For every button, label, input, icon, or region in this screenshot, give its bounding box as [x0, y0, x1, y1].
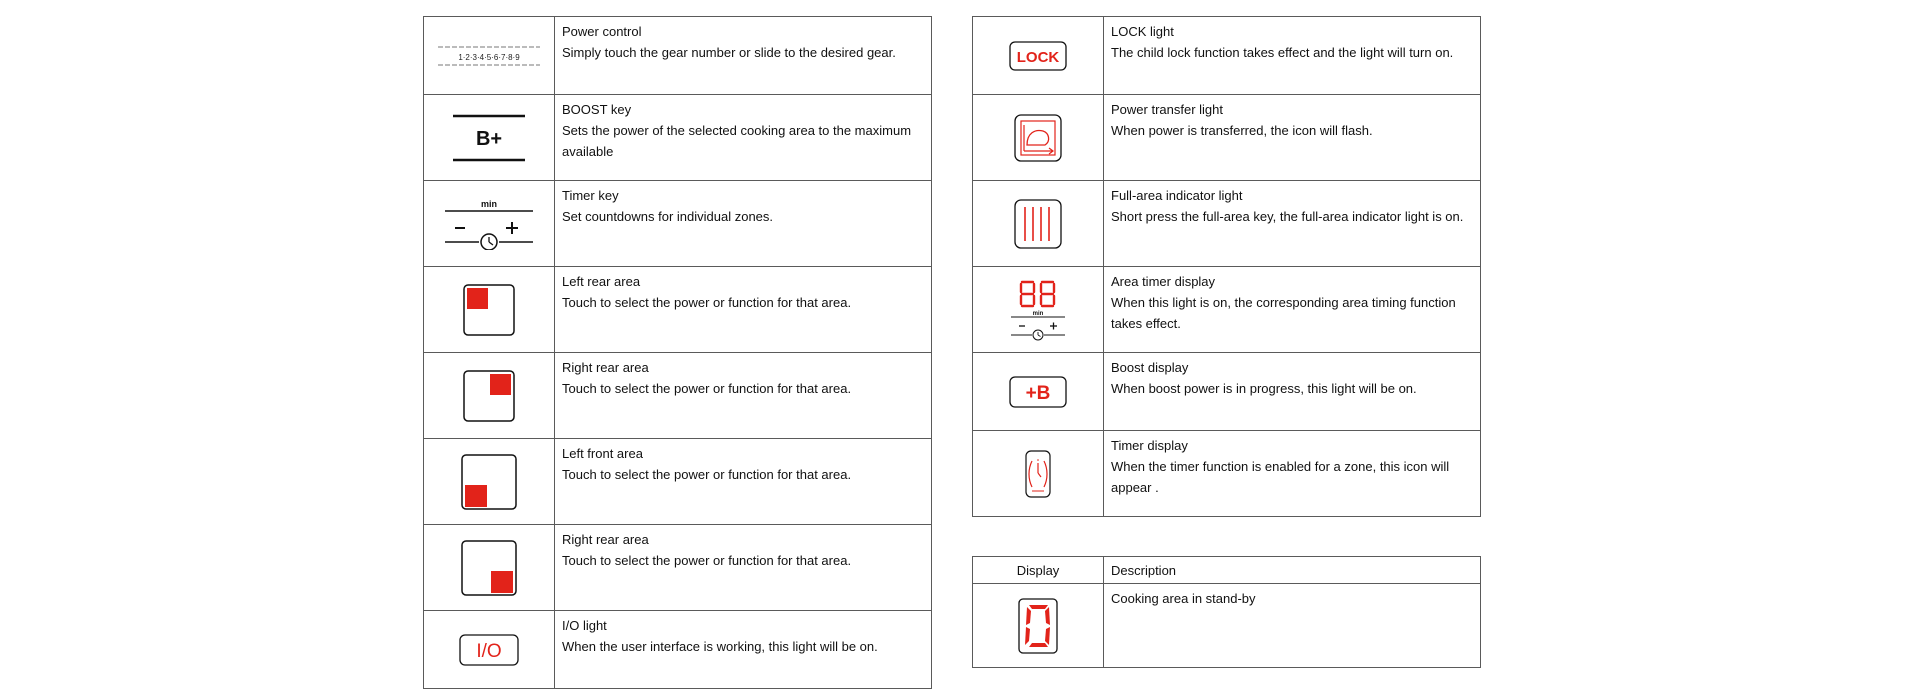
icon-cell — [424, 95, 555, 181]
row-title: Boost display — [1111, 360, 1189, 375]
row-title: Power control — [562, 24, 642, 39]
text-cell — [1104, 353, 1481, 431]
table-row — [973, 17, 1481, 95]
icon-cell — [424, 525, 555, 611]
row-description: Touch to select the power or function for that area. — [562, 553, 852, 568]
text-cell — [555, 95, 932, 181]
row-title: Area timer display — [1111, 274, 1216, 289]
row-description: Touch to select the power or function for that area. — [562, 381, 852, 396]
row-description: The child lock function takes effect and the light will turn on. — [1111, 45, 1454, 60]
text-cell — [1104, 95, 1481, 181]
icon-cell — [973, 267, 1104, 353]
icon-cell — [973, 95, 1104, 181]
row-title: I/O light — [562, 618, 607, 633]
lock-label: LOCK — [1016, 48, 1060, 66]
row-title: Left front area — [562, 446, 643, 461]
table-row — [973, 353, 1481, 431]
icon-cell — [424, 181, 555, 267]
icon-cell — [973, 584, 1104, 668]
row-description: Simply touch the gear number or slide to the desired gear. — [562, 45, 896, 60]
area-timer-icon — [1007, 301, 1069, 318]
table-row — [424, 525, 932, 611]
text-cell — [1104, 17, 1481, 95]
text-cell — [1104, 431, 1481, 517]
text-cell — [555, 267, 932, 353]
zone-left-rear-icon — [461, 301, 517, 318]
gear-labels: 1·2·3·4·5·6·7·8·9 — [458, 52, 520, 62]
row-title: Full-area indicator light — [1111, 188, 1243, 203]
row-description: Touch to select the power or function for that area. — [562, 467, 852, 482]
row-title: Right rear area — [562, 532, 649, 547]
row-title: Power transfer light — [1111, 102, 1223, 117]
row-description: When boost power is in progress, this light will be on. — [1111, 381, 1417, 396]
zone-left-front-icon — [459, 473, 519, 490]
row-title: Left rear area — [562, 274, 641, 289]
full-area-icon — [1013, 215, 1063, 232]
column-header-description: Description — [1104, 557, 1481, 584]
zone-right-rear-icon — [461, 387, 517, 404]
table-row — [424, 353, 932, 439]
row-description: Set countdowns for individual zones. — [562, 209, 774, 224]
row-description: Short press the full-area key, the full-area indicator light is on. — [1111, 209, 1464, 224]
row-description: Cooking area in stand-by — [1111, 591, 1256, 606]
table-row — [424, 95, 932, 181]
text-cell — [555, 525, 932, 611]
row-description: When this light is on, the corresponding area timing function takes effect. — [1111, 295, 1456, 331]
text-cell — [555, 611, 932, 689]
row-title: LOCK light — [1111, 24, 1174, 39]
table-row — [424, 17, 932, 95]
boost-key-icon — [449, 127, 529, 150]
timer-key-min: min — [480, 198, 498, 209]
row-description: Touch to select the power or function for that area. — [562, 295, 852, 310]
table-row — [973, 267, 1481, 353]
boost-display-label: +B — [1025, 382, 1051, 404]
icon-cell — [424, 353, 555, 439]
icon-cell — [424, 267, 555, 353]
table-header-row — [973, 557, 1481, 584]
row-title: Timer key — [562, 188, 619, 203]
row-description: When the user interface is working, this light will be on. — [562, 639, 878, 654]
table-row — [424, 267, 932, 353]
row-description: When the timer function is enabled for a zone, this icon will appear . — [1111, 459, 1450, 495]
icon-cell — [973, 17, 1104, 95]
timer-display-icon — [1024, 465, 1052, 482]
column-header-display: Display — [973, 557, 1104, 584]
icon-cell — [973, 353, 1104, 431]
slider-icon — [434, 47, 544, 64]
row-title: BOOST key — [562, 102, 632, 117]
text-cell — [555, 353, 932, 439]
table-row — [973, 584, 1481, 668]
table-row — [973, 181, 1481, 267]
text-cell — [555, 17, 932, 95]
row-title: Right rear area — [562, 360, 649, 375]
zone-right-front-icon — [459, 559, 519, 576]
lock-light-icon — [1008, 47, 1068, 64]
text-cell — [1104, 267, 1481, 353]
icon-cell — [424, 611, 555, 689]
boost-display-icon — [1008, 382, 1068, 404]
display-table — [972, 556, 1481, 668]
seven-segment-zero-icon — [1017, 617, 1059, 634]
icon-cell — [973, 181, 1104, 267]
boost-key-label: B+ — [475, 127, 503, 150]
icon-cell — [424, 17, 555, 95]
text-cell — [1104, 584, 1481, 668]
table-row — [424, 439, 932, 525]
io-label: I/O — [476, 640, 502, 662]
table-row — [424, 611, 932, 689]
timer-key-icon — [441, 198, 537, 232]
power-transfer-icon — [1013, 129, 1063, 146]
text-cell — [555, 181, 932, 267]
text-cell — [1104, 181, 1481, 267]
power-io-icon — [458, 640, 520, 662]
area-timer-min: min — [1032, 310, 1044, 317]
table-row — [973, 95, 1481, 181]
table-row — [973, 431, 1481, 517]
row-description: Sets the power of the selected cooking area to the maximum available — [562, 123, 912, 159]
text-cell — [555, 439, 932, 525]
row-description: When power is transferred, the icon will flash. — [1111, 123, 1373, 138]
icon-cell — [424, 439, 555, 525]
row-title: Timer display — [1111, 438, 1188, 453]
indicators-table — [972, 16, 1481, 517]
table-row — [424, 181, 932, 267]
icon-cell — [973, 431, 1104, 517]
controls-table — [423, 16, 932, 689]
